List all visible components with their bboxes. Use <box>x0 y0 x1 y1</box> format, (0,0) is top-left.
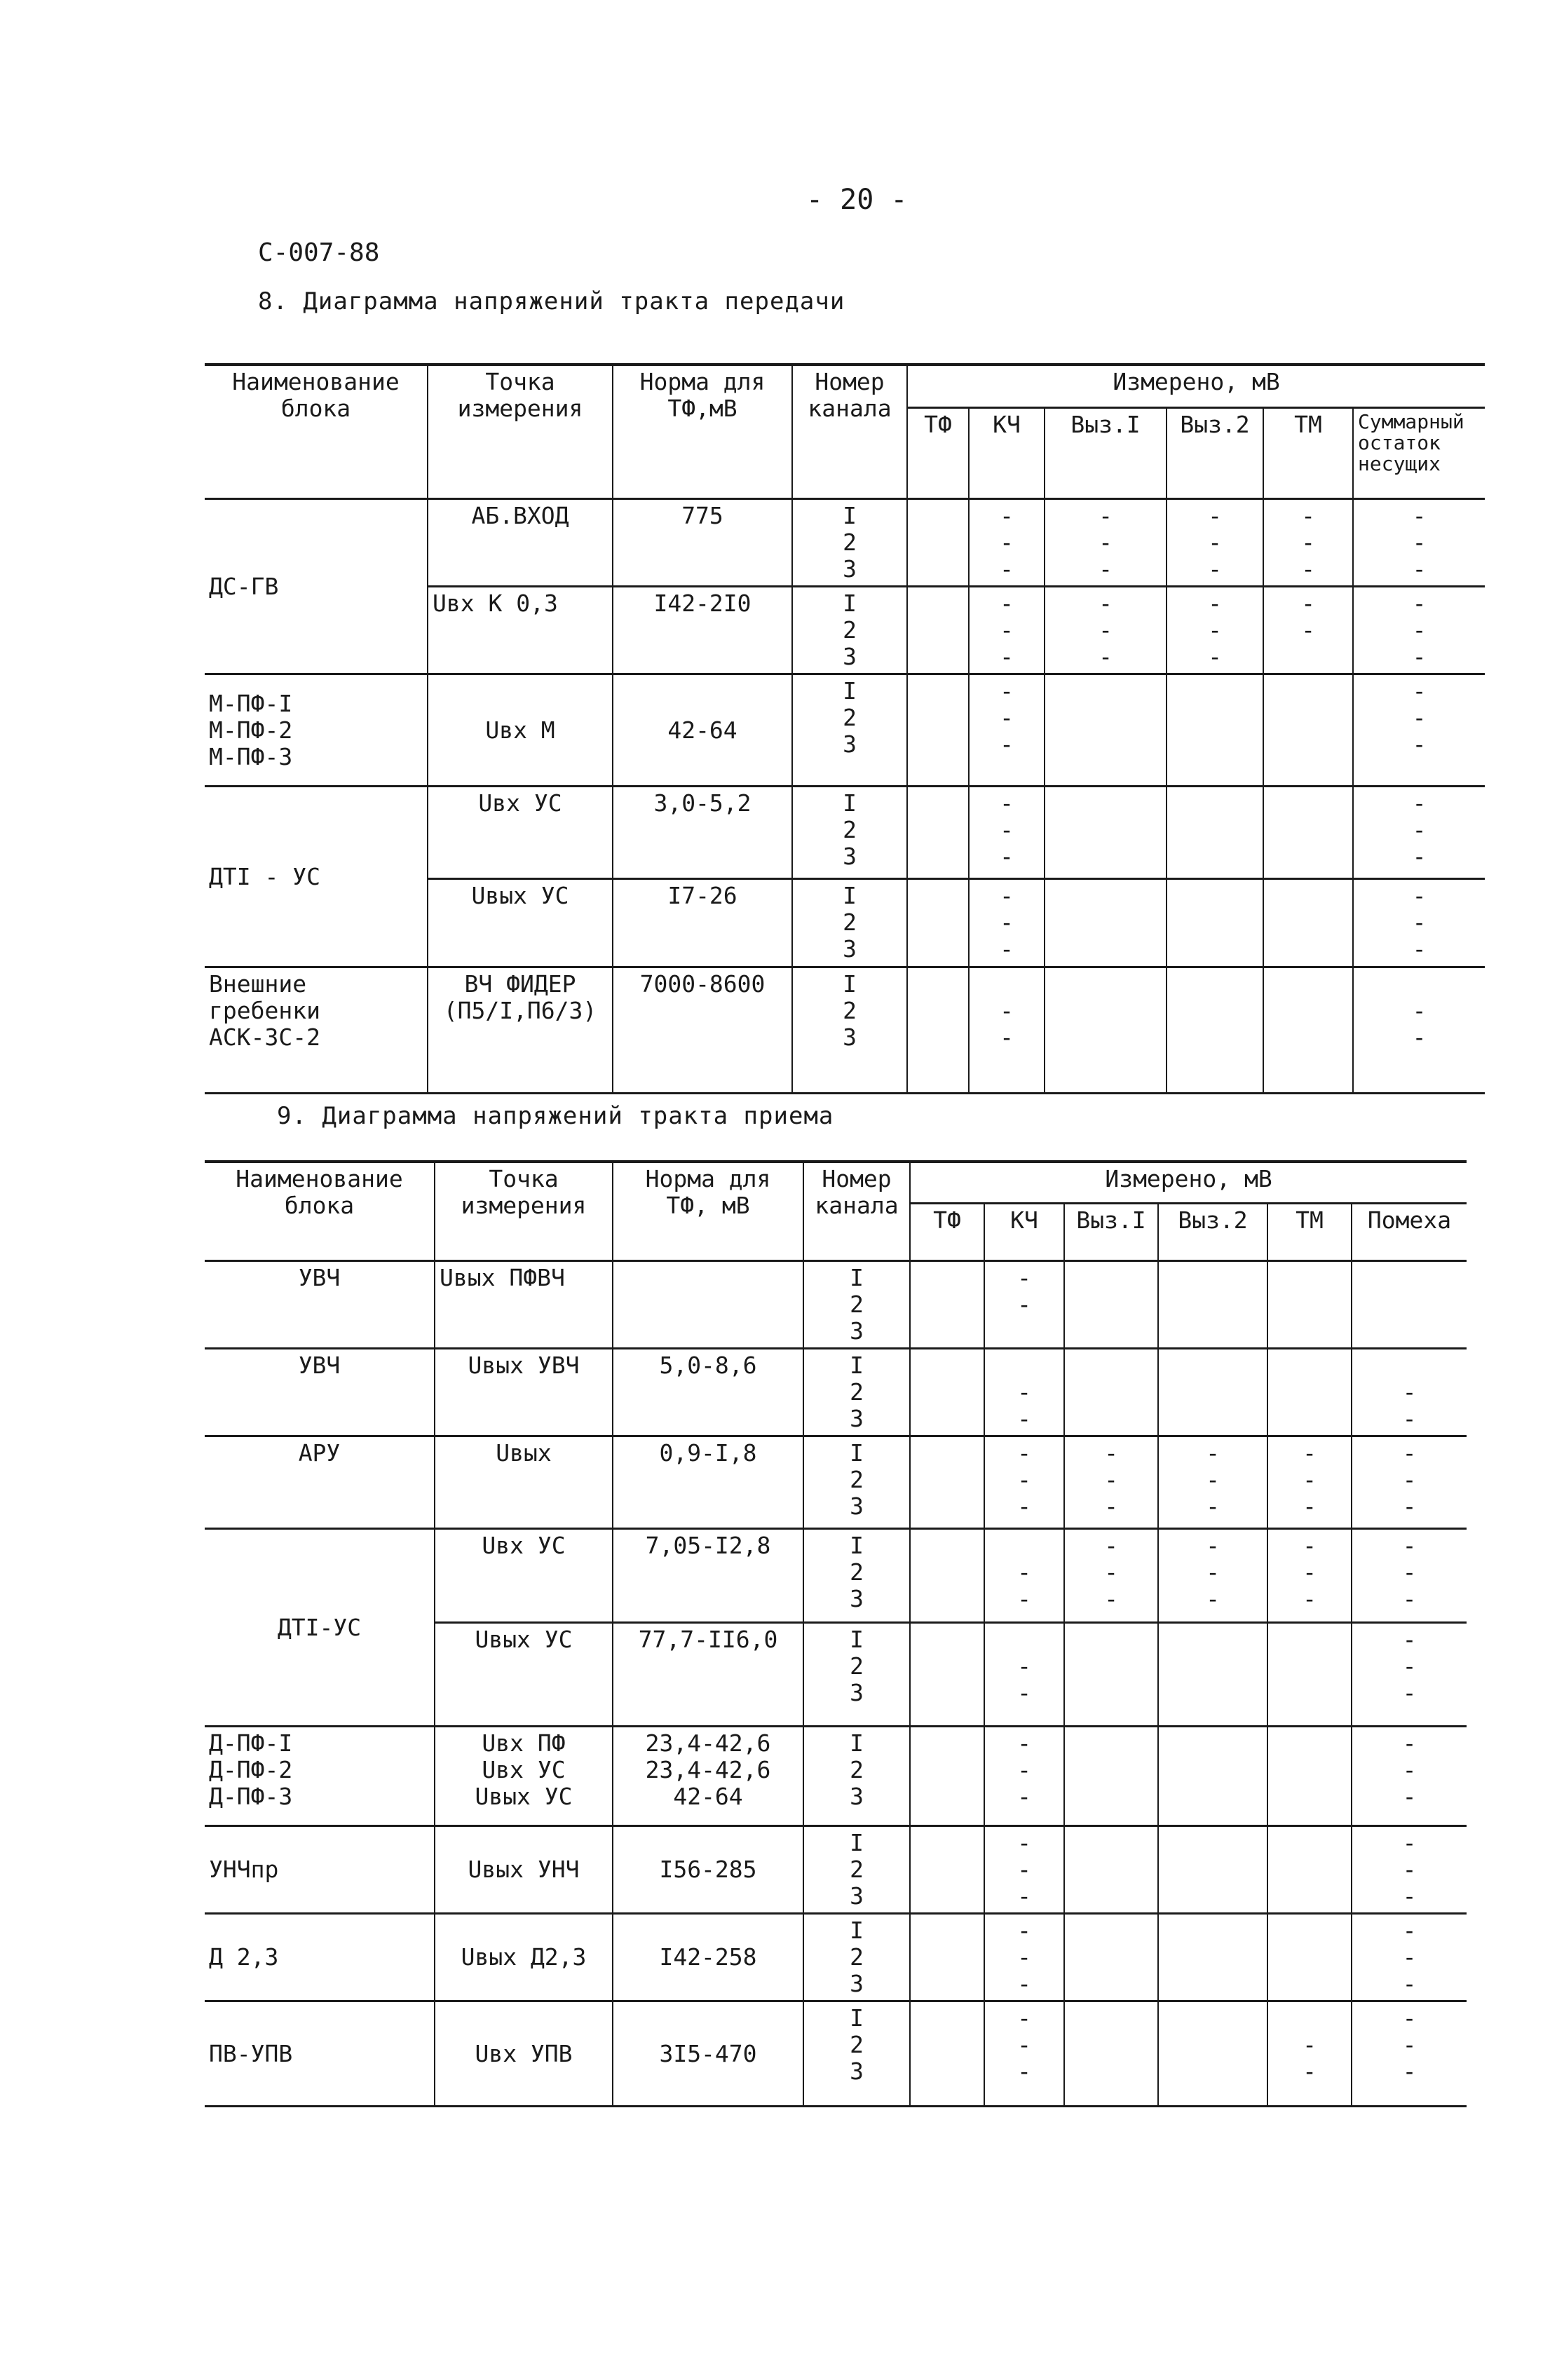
measured-cell: - - - <box>1045 587 1167 674</box>
norm-value: I42-2I0 <box>613 587 792 674</box>
subheader-call-1: Выз.I <box>1064 1204 1158 1261</box>
measured-cell: - - - <box>1064 1529 1158 1623</box>
measure-point: Uвых УС <box>435 1623 613 1727</box>
measured-cell: - - - <box>1352 1529 1467 1623</box>
measured-cell <box>1267 1914 1352 2001</box>
measured-cell: - - <box>984 1529 1064 1623</box>
subheader-call-2: Выз.2 <box>1167 408 1263 499</box>
measured-cell: - - - <box>1267 1529 1352 1623</box>
table-row <box>205 1529 1467 1623</box>
measure-point: АБ.ВХОД <box>428 499 613 587</box>
header-channel: Номер канала <box>803 1162 910 1261</box>
block-name: УВЧ <box>205 1261 435 1349</box>
measured-cell: - - <box>984 1261 1064 1349</box>
measured-cell: - - - <box>984 1436 1064 1529</box>
measure-point: ВЧ ФИДЕР (П5/I,П6/3) <box>428 967 613 1094</box>
measured-cell <box>910 1914 984 2001</box>
table-row <box>205 1826 1467 1914</box>
measured-cell <box>1045 967 1167 1094</box>
norm-value: 23,4-42,6 23,4-42,6 42-64 <box>613 1727 803 1826</box>
subheader-tm: ТМ <box>1267 1204 1352 1261</box>
header-measured: Измерено, мВ <box>910 1162 1467 1204</box>
page-number: - 20 - <box>806 184 908 216</box>
header-norm: Норма для ТФ,мВ <box>613 365 792 499</box>
measured-cell: - - - <box>1352 1623 1467 1727</box>
norm-value <box>613 1261 803 1349</box>
measured-cell: - - - <box>984 1826 1064 1914</box>
measured-cell <box>907 587 969 674</box>
subheader-tm: ТМ <box>1263 408 1353 499</box>
measured-cell: - - - <box>1158 1529 1267 1623</box>
measured-cell: - - - <box>969 587 1045 674</box>
measured-cell <box>907 499 969 587</box>
channel-numbers: I 2 3 <box>792 674 907 787</box>
block-name: Д 2,3 <box>205 1914 435 2001</box>
channel-numbers: I 2 3 <box>792 587 907 674</box>
block-name: Внешние гребенки АСК-3С-2 <box>205 967 428 1094</box>
measured-cell: - - - <box>1352 1914 1467 2001</box>
block-name: Д-ПФ-I Д-ПФ-2 Д-ПФ-3 <box>205 1727 435 1826</box>
measured-cell: - - <box>1267 2001 1352 2107</box>
measured-cell: - - - <box>1352 1727 1467 1826</box>
measured-cell: - - <box>1263 587 1353 674</box>
measured-cell: - - - <box>1267 1436 1352 1529</box>
measured-cell: - - - <box>984 1914 1064 2001</box>
measured-cell <box>1158 1623 1267 1727</box>
measured-cell: - - - <box>1263 499 1353 587</box>
measured-cell: - - - <box>969 787 1045 879</box>
measured-cell <box>1064 2001 1158 2107</box>
section-9-title: 9. Диаграмма напряжений тракта приема <box>277 1102 834 1130</box>
measured-cell <box>1064 1826 1158 1914</box>
table-row <box>205 787 1485 879</box>
channel-numbers: I 2 3 <box>792 499 907 587</box>
measured-cell <box>910 1436 984 1529</box>
norm-value: 7000-8600 <box>613 967 792 1094</box>
header-block-name: Наименование блока <box>205 365 428 499</box>
table-row <box>205 1727 1467 1826</box>
channel-numbers: I 2 3 <box>803 1623 910 1727</box>
measured-cell: - - - <box>1353 674 1485 787</box>
measured-cell <box>910 1826 984 1914</box>
measured-cell <box>1064 1914 1158 2001</box>
table-row <box>205 2001 1467 2107</box>
measured-cell: - - - <box>969 879 1045 967</box>
norm-value: I56-285 <box>613 1826 803 1914</box>
subheader-kch: КЧ <box>969 408 1045 499</box>
subheader-tf: ТФ <box>907 408 969 499</box>
channel-numbers: I 2 3 <box>803 1436 910 1529</box>
channel-numbers: I 2 3 <box>803 1349 910 1436</box>
measured-cell: - - - <box>1353 879 1485 967</box>
measure-point: Uвх М <box>428 674 613 787</box>
measured-cell <box>1158 1349 1267 1436</box>
block-name: М-ПФ-I М-ПФ-2 М-ПФ-3 <box>205 674 428 787</box>
block-name: УНЧпр <box>205 1826 435 1914</box>
header-measured: Измерено, мВ <box>907 365 1485 408</box>
norm-value: 0,9-I,8 <box>613 1436 803 1529</box>
subheader-noise: Помеха <box>1352 1204 1467 1261</box>
table-header-row <box>205 365 1485 408</box>
table-header-row <box>205 1162 1467 1204</box>
header-norm: Норма для ТФ, мВ <box>613 1162 803 1261</box>
document-id: C-007-88 <box>258 238 380 267</box>
measured-cell: - - - <box>969 499 1045 587</box>
table-row <box>205 1914 1467 2001</box>
measured-cell <box>1167 879 1263 967</box>
measured-cell <box>1158 1727 1267 1826</box>
block-name: ПВ-УПВ <box>205 2001 435 2107</box>
channel-numbers: I 2 3 <box>803 2001 910 2107</box>
measured-cell <box>910 2001 984 2107</box>
measured-cell <box>907 674 969 787</box>
measured-cell: - - - <box>1158 1436 1267 1529</box>
header-block-name: Наименование блока <box>205 1162 435 1261</box>
measured-cell: - - - <box>1352 1436 1467 1529</box>
measured-cell <box>1158 1914 1267 2001</box>
channel-numbers: I 2 3 <box>803 1261 910 1349</box>
measured-cell <box>1267 1349 1352 1436</box>
norm-value: 42-64 <box>613 674 792 787</box>
channel-numbers: I 2 3 <box>792 879 907 967</box>
measured-cell <box>1064 1623 1158 1727</box>
header-channel: Номер канала <box>792 365 907 499</box>
header-measure-point: Точка измерения <box>435 1162 613 1261</box>
block-name: ДТI - УС <box>205 787 428 967</box>
measured-cell <box>1267 1623 1352 1727</box>
block-name: ДС-ГВ <box>205 499 428 674</box>
header-measure-point: Точка измерения <box>428 365 613 499</box>
subheader-call-2: Выз.2 <box>1158 1204 1267 1261</box>
norm-value: 3I5-470 <box>613 2001 803 2107</box>
measured-cell <box>1263 967 1353 1094</box>
block-name: АРУ <box>205 1436 435 1529</box>
subheader-carrier-residual: Суммарный остаток несущих <box>1353 408 1485 499</box>
measured-cell <box>910 1349 984 1436</box>
channel-numbers: I 2 3 <box>792 787 907 879</box>
norm-value: 7,05-I2,8 <box>613 1529 803 1623</box>
measured-cell <box>1045 787 1167 879</box>
measured-cell <box>1352 1261 1467 1349</box>
measured-cell <box>1158 1261 1267 1349</box>
measured-cell: - - - <box>1167 587 1263 674</box>
table-row <box>205 499 1485 587</box>
measured-cell <box>910 1529 984 1623</box>
measured-cell <box>910 1261 984 1349</box>
norm-value: 775 <box>613 499 792 587</box>
measured-cell: - - <box>1353 967 1485 1094</box>
measure-point: Uвх УПВ <box>435 2001 613 2107</box>
measured-cell: - - - <box>1353 587 1485 674</box>
measured-cell <box>910 1727 984 1826</box>
channel-numbers: I 2 3 <box>803 1826 910 1914</box>
table-row <box>205 674 1485 787</box>
measure-point: Uвх ПФ Uвх УС Uвых УС <box>435 1727 613 1826</box>
measured-cell <box>1167 787 1263 879</box>
measured-cell: - - - <box>1352 2001 1467 2107</box>
table-row <box>205 1349 1467 1436</box>
measured-cell: - - <box>984 1623 1064 1727</box>
block-name: УВЧ <box>205 1349 435 1436</box>
table-row <box>205 1261 1467 1349</box>
measured-cell <box>1167 674 1263 787</box>
measured-cell <box>1158 2001 1267 2107</box>
block-name: ДТI-УС <box>205 1529 435 1727</box>
norm-value: 77,7-II6,0 <box>613 1623 803 1727</box>
table-row <box>205 1436 1467 1529</box>
measured-cell <box>1064 1261 1158 1349</box>
measured-cell <box>1158 1826 1267 1914</box>
measured-cell <box>1167 967 1263 1094</box>
measured-cell <box>1263 879 1353 967</box>
measured-cell <box>910 1623 984 1727</box>
channel-numbers: I 2 3 <box>803 1727 910 1826</box>
measured-cell: - - <box>969 967 1045 1094</box>
section-8-title: 8. Диаграмма напряжений тракта передачи <box>258 287 845 315</box>
measured-cell <box>1267 1727 1352 1826</box>
measured-cell <box>1267 1826 1352 1914</box>
measured-cell <box>1064 1349 1158 1436</box>
transmit-voltage-table <box>205 363 1485 1094</box>
table-row <box>205 967 1485 1094</box>
measured-cell <box>1263 674 1353 787</box>
norm-value: I7-26 <box>613 879 792 967</box>
measured-cell: - - - <box>1353 499 1485 587</box>
measured-cell: - - <box>984 1349 1064 1436</box>
channel-numbers: I 2 3 <box>803 1529 910 1623</box>
measure-point: Uвх УС <box>428 787 613 879</box>
measure-point: Uвых УНЧ <box>435 1826 613 1914</box>
subheader-kch: КЧ <box>984 1204 1064 1261</box>
measure-point: Uвых ПФВЧ <box>435 1261 613 1349</box>
measure-point: Uвых УС <box>428 879 613 967</box>
measured-cell: - - - <box>1167 499 1263 587</box>
measured-cell <box>1267 1261 1352 1349</box>
measured-cell: - - - <box>1353 787 1485 879</box>
measure-point: Uвых <box>435 1436 613 1529</box>
norm-value: 5,0-8,6 <box>613 1349 803 1436</box>
measure-point: Uвх К 0,3 <box>428 587 613 674</box>
subheader-call-1: Выз.I <box>1045 408 1167 499</box>
measured-cell <box>907 967 969 1094</box>
measured-cell <box>1045 674 1167 787</box>
measure-point: Uвх УС <box>435 1529 613 1623</box>
measured-cell: - - - <box>1064 1436 1158 1529</box>
measured-cell: - - - <box>984 1727 1064 1826</box>
measured-cell: - - <box>1352 1349 1467 1436</box>
channel-numbers: I 2 3 <box>792 967 907 1094</box>
receive-voltage-table <box>205 1160 1467 2107</box>
measured-cell <box>1064 1727 1158 1826</box>
measured-cell <box>907 787 969 879</box>
measured-cell <box>907 879 969 967</box>
measure-point: Uвых УВЧ <box>435 1349 613 1436</box>
channel-numbers: I 2 3 <box>803 1914 910 2001</box>
measured-cell: - - - <box>969 674 1045 787</box>
measured-cell: - - - <box>984 2001 1064 2107</box>
measure-point: Uвых Д2,3 <box>435 1914 613 2001</box>
measured-cell: - - - <box>1045 499 1167 587</box>
measured-cell: - - - <box>1352 1826 1467 1914</box>
measured-cell <box>1045 879 1167 967</box>
norm-value: I42-258 <box>613 1914 803 2001</box>
norm-value: 3,0-5,2 <box>613 787 792 879</box>
subheader-tf: ТФ <box>910 1204 984 1261</box>
measured-cell <box>1263 787 1353 879</box>
